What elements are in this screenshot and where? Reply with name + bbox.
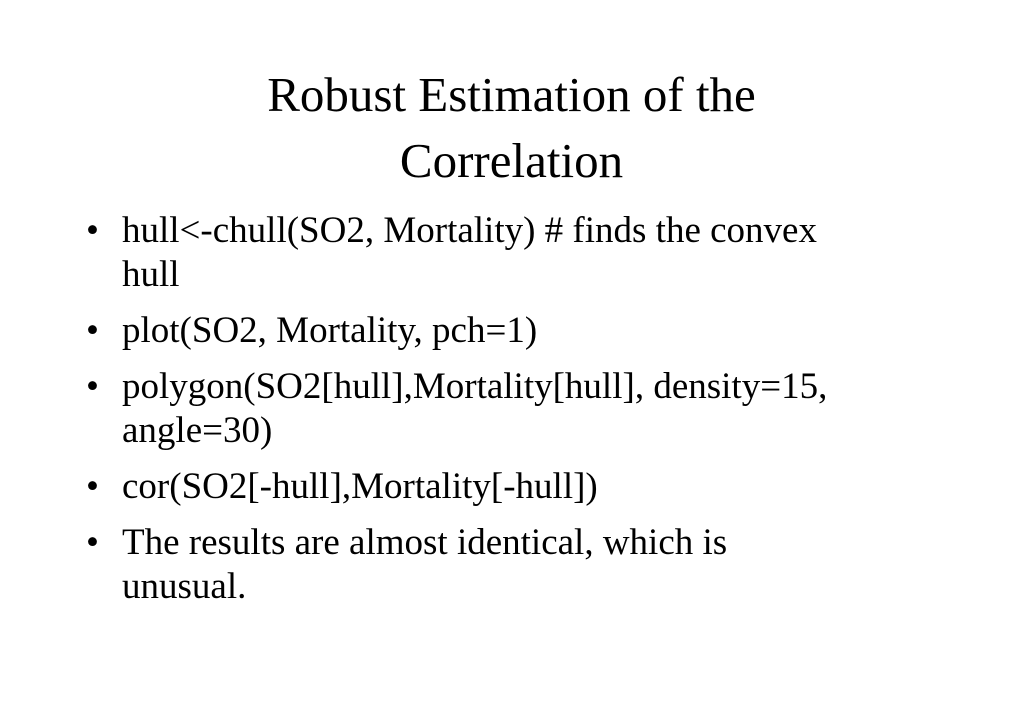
bullet-line: polygon(SO2[hull],Mortality[hull], density=15,	[122, 366, 828, 407]
bullet-text	[122, 209, 946, 297]
bullet-item-polygon	[86, 365, 946, 453]
bullet-line: cor(SO2[-hull],Mortality[-hull])	[122, 466, 598, 507]
bullet-line: The results are almost identical, which is	[122, 522, 728, 563]
bullet-marker: •	[86, 210, 99, 251]
bullet-marker: •	[86, 310, 99, 351]
bullet-line: hull<-chull(SO2, Mortality) # finds the convex	[122, 210, 817, 251]
bullet-line: plot(SO2, Mortality, pch=1)	[122, 310, 538, 351]
bullet-text	[122, 309, 946, 353]
slide-title	[0, 62, 1023, 194]
bullet-text	[122, 465, 946, 509]
bullet-text	[122, 365, 946, 453]
bullet-marker: •	[86, 522, 99, 563]
bullet-item-plot	[86, 309, 946, 353]
slide-title-line-2: Correlation	[399, 133, 624, 188]
bullet-list	[86, 209, 946, 621]
bullet-item-chull	[86, 209, 946, 297]
bullet-marker: •	[86, 366, 99, 407]
bullet-line: hull	[122, 254, 180, 295]
bullet-item-cor	[86, 465, 946, 509]
bullet-line: angle=30)	[122, 410, 273, 451]
bullet-marker: •	[86, 466, 99, 507]
bullet-text	[122, 521, 946, 609]
bullet-line: unusual.	[122, 566, 247, 607]
bullet-item-results	[86, 521, 946, 609]
slide-title-line-1: Robust Estimation of the	[267, 67, 756, 122]
